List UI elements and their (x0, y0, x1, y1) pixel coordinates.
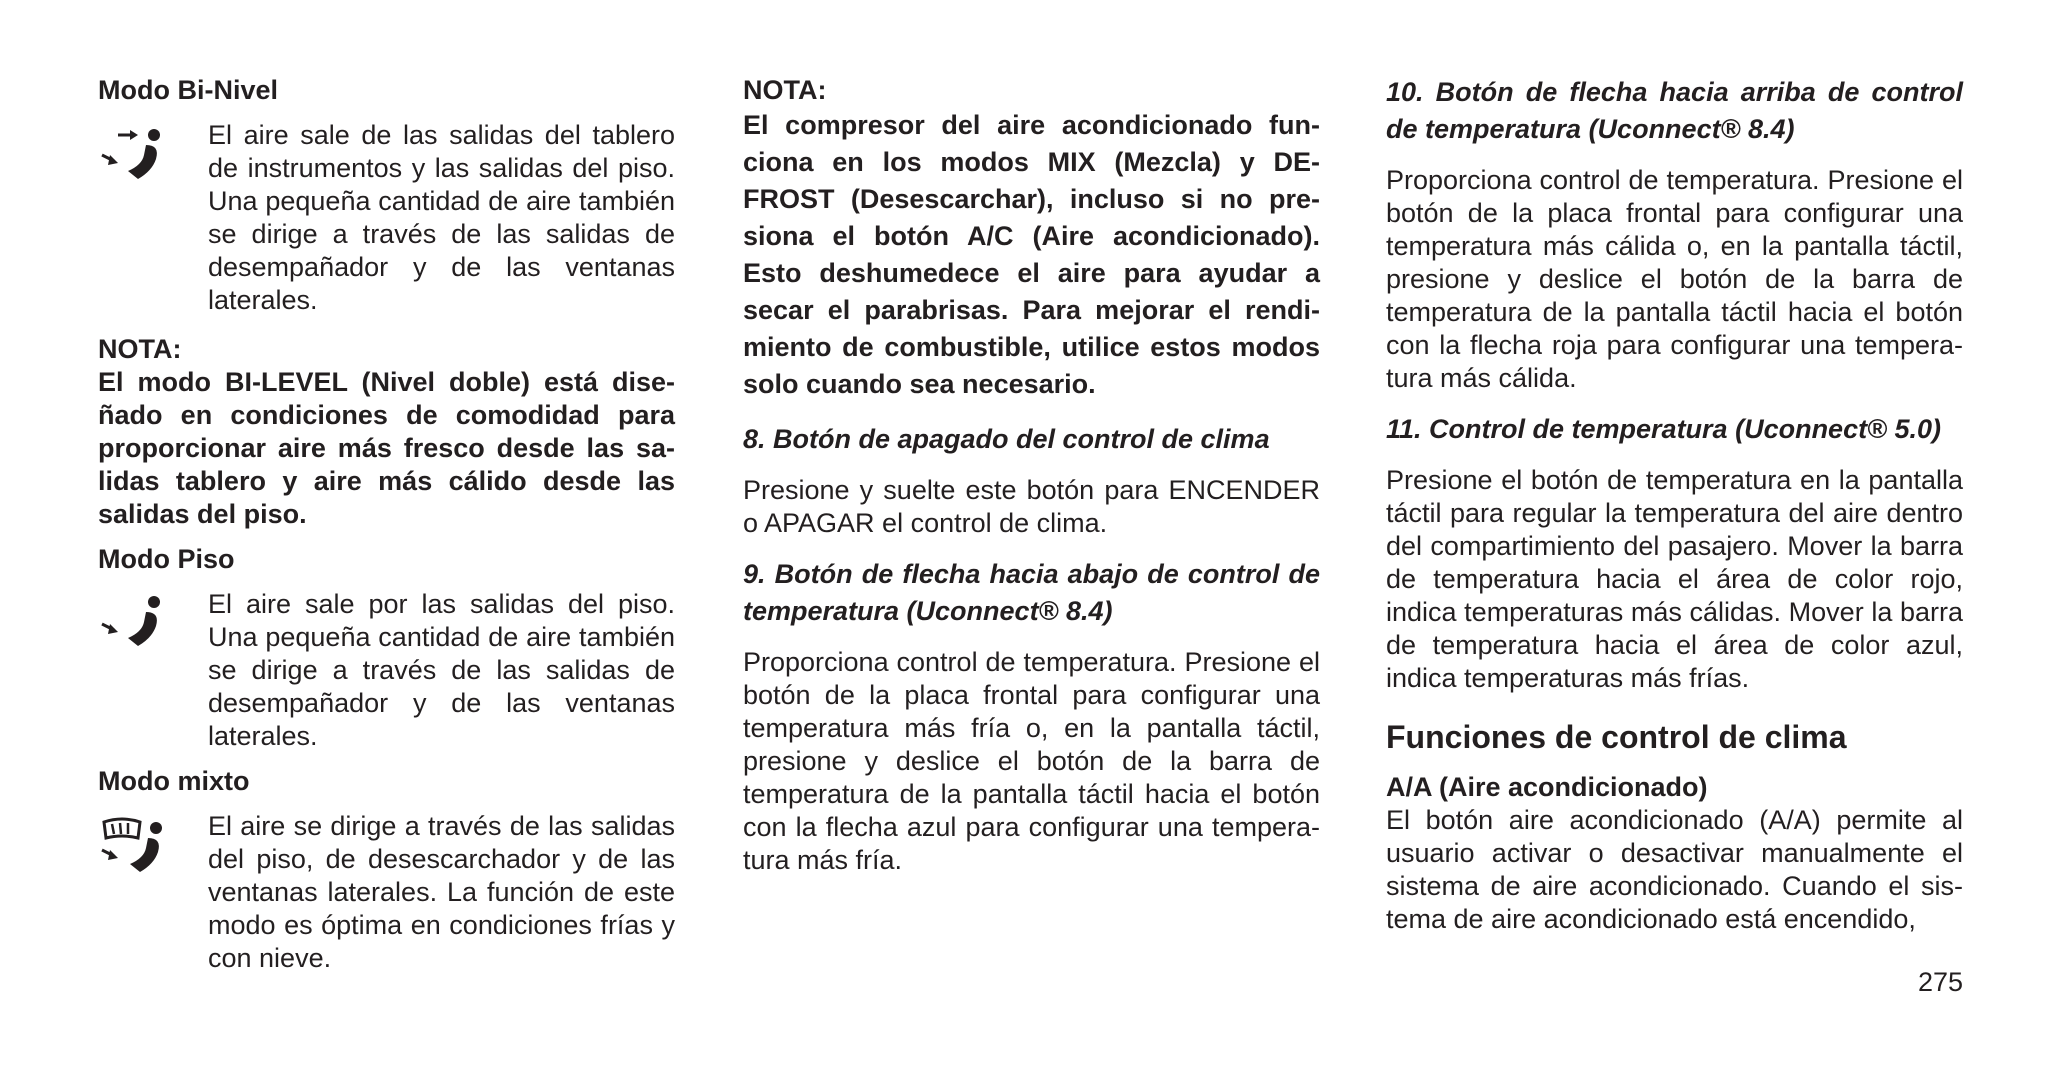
mix-heading: Modo mixto (98, 766, 250, 796)
column-left (98, 74, 675, 975)
ac-heading: A/A (Aire acondicionado) (1386, 772, 1708, 802)
note-text-1: El modo BI-LEVEL (Nivel doble) está diseñado en condiciones de comodidad para proporcionar aire más fresco desde las salidas tablero y aire más cálido desde las salidas del piso. (98, 367, 675, 529)
column-middle (743, 74, 1320, 877)
item-8-text: Presione y suelte este botón para ENCENDER o APAGAR el control de clima. (743, 475, 1320, 538)
item-9-heading: 9. Botón de flecha hacia abajo de control de temperatura (Uconnect® 8.4) (743, 559, 1320, 626)
floor-text: El aire sale por las salidas del piso. Una pequeña cantidad de aire también se dirige a través de las salidas de desempañador y de las ventanas laterales. (208, 589, 675, 751)
mix-mode-block (98, 810, 675, 975)
ac-text: El botón aire acondicionado (A/A) permite al usuario activar o desactivar manualmente el sistema de aire acondicionado. Cuando el sistema de aire acondicionado está encendido, (1386, 805, 1963, 934)
bilevel-mode-block (98, 119, 675, 317)
note-label-2: NOTA: (743, 75, 827, 105)
item-11-text: Presione el botón de temperatura en la pantalla táctil para regular la temperatura del aire dentro del compartimiento del pasajero. Mover la barra de temperatura hacia el área de color rojo, indica temperaturas más cálidas. Mover la barra de temperatura hacia el área de color azul, indica temperaturas más frías. (1386, 465, 1963, 693)
page-number: 275 (1917, 967, 1963, 997)
bilevel-mode-icon (98, 125, 170, 183)
bilevel-heading: Modo Bi-Nivel (98, 75, 278, 105)
floor-mode-icon (98, 594, 170, 652)
floor-mode-block (98, 588, 675, 753)
item-10-heading: 10. Botón de flecha hacia arriba de control de temperatura (Uconnect® 8.4) (1386, 77, 1963, 144)
column-right (1386, 74, 1963, 936)
mix-text: El aire se dirige a través de las salidas del piso, de desescarchador y de las ventanas laterales. La función de este modo es óptima en condiciones frías y con nieve. (208, 811, 675, 973)
item-11-heading: 11. Control de temperatura (Uconnect® 5.0) (1386, 414, 1942, 444)
note-text-2: El compresor del aire acondicionado funciona en los modos MIX (Mezcla) y DEFROST (Desescarchar), incluso si no presiona el botón A/C (Aire acondicionado). Esto deshumedece el aire para ayudar a secar el parabrisas. Para mejorar el rendimiento de combustible, utilice estos modos solo cuando sea necesario. (743, 110, 1320, 399)
floor-heading: Modo Piso (98, 544, 235, 574)
item-9-text: Proporciona control de temperatura. Presione el botón de la placa frontal para configurar una temperatura más fría o, en la pantalla táctil, presione y deslice el botón de la barra de temperatura de la pantalla táctil hacia el botón con la flecha azul para configurar una temperatura más fría. (743, 647, 1320, 875)
section-title: Funciones de control de clima (1386, 719, 1847, 755)
bilevel-text: El aire sale de las salidas del tablero de instrumentos y las salidas del piso. Una pequeña cantidad de aire también se dirige a través de las salidas de desempañador y de las ventanas laterales. (208, 120, 675, 315)
item-8-heading: 8. Botón de apagado del control de clima (743, 424, 1270, 454)
note-label-1: NOTA: (98, 334, 182, 364)
item-10-text: Proporciona control de temperatura. Presione el botón de la placa frontal para configurar una temperatura más cálida o, en la pantalla táctil, presione y deslice el botón de la barra de temperatura de la pantalla táctil hacia el botón con la flecha roja para configurar una temperatura más cálida. (1386, 165, 1963, 393)
mix-mode-icon (98, 816, 170, 874)
